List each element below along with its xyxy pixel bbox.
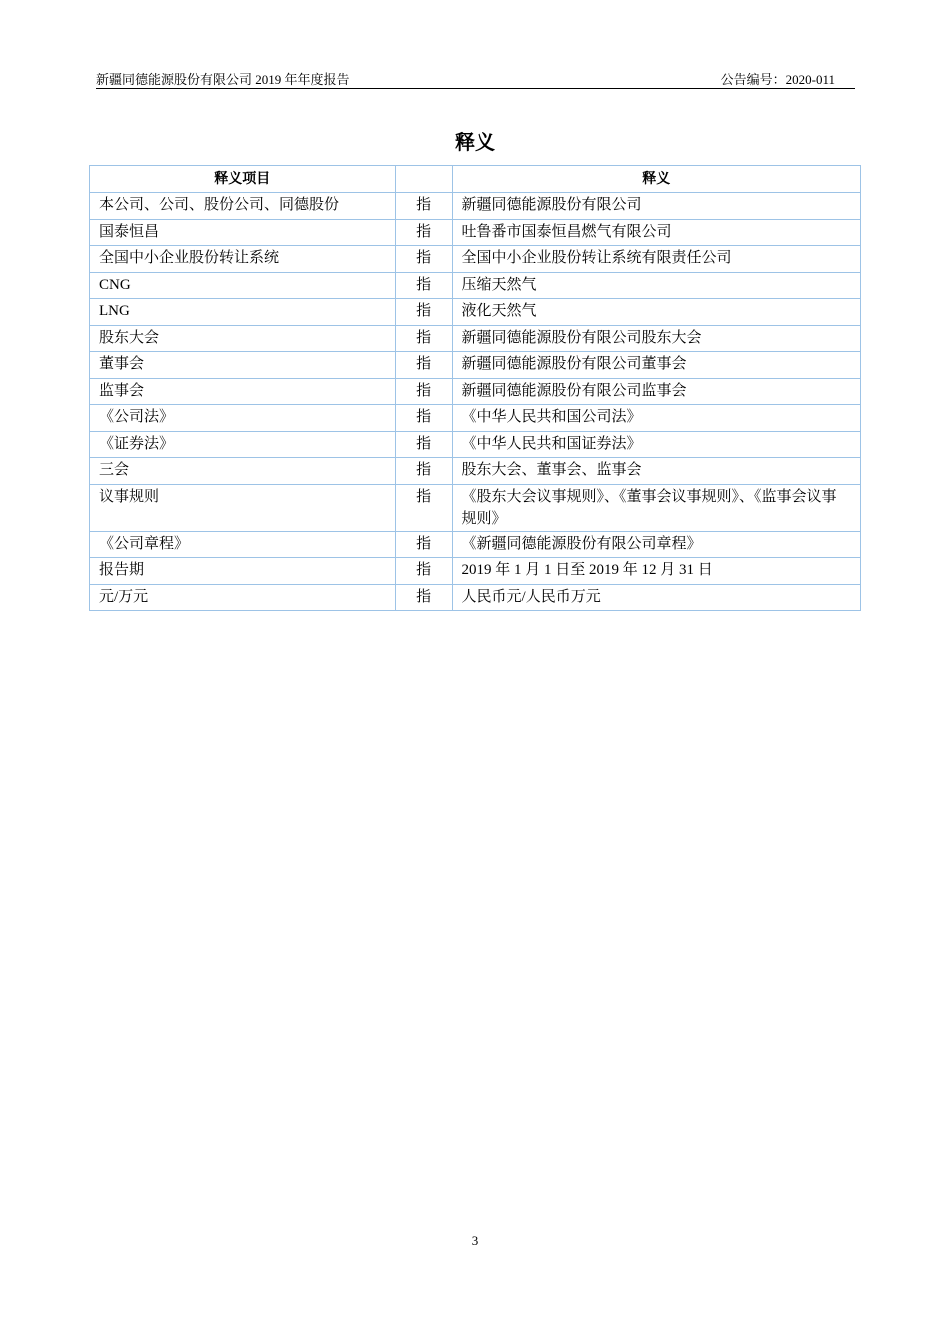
- header-report-title: 新疆同德能源股份有限公司 2019 年年度报告: [96, 72, 350, 87]
- term-cell: 股东大会: [90, 325, 396, 352]
- column-header-item: 释义项目: [90, 166, 396, 193]
- page-number: 3: [471, 1233, 479, 1248]
- definition-cell: 压缩天然气: [452, 272, 860, 299]
- table-row: [90, 246, 861, 273]
- term-cell: LNG: [90, 299, 396, 326]
- definition-cell: 新疆同德能源股份有限公司股东大会: [452, 325, 860, 352]
- definition-cell: 《新疆同德能源股份有限公司章程》: [452, 531, 860, 558]
- term-cell: 本公司、公司、股份公司、同德股份: [90, 193, 396, 220]
- ref-cell: 指: [395, 458, 452, 485]
- table-row: [90, 484, 861, 531]
- table-row: [90, 219, 861, 246]
- table-row: [90, 193, 861, 220]
- ref-cell: 指: [395, 299, 452, 326]
- ref-cell: 指: [395, 405, 452, 432]
- definition-cell: 全国中小企业股份转让系统有限责任公司: [452, 246, 860, 273]
- table-row: [90, 584, 861, 611]
- table-row: [90, 378, 861, 405]
- table-header-row: [90, 166, 861, 193]
- definition-cell: 液化天然气: [452, 299, 860, 326]
- term-cell: 元/万元: [90, 584, 396, 611]
- definition-cell: 吐鲁番市国泰恒昌燃气有限公司: [452, 219, 860, 246]
- term-cell: 董事会: [90, 352, 396, 379]
- table-row: [90, 352, 861, 379]
- table-row: [90, 405, 861, 432]
- definitions-table: [89, 165, 861, 611]
- ref-cell: 指: [395, 219, 452, 246]
- column-header-definition: 释义: [452, 166, 860, 193]
- ref-cell: 指: [395, 531, 452, 558]
- ref-cell: 指: [395, 246, 452, 273]
- definition-cell: 新疆同德能源股份有限公司: [452, 193, 860, 220]
- term-cell: 报告期: [90, 558, 396, 585]
- table-row: [90, 558, 861, 585]
- definition-cell: 《股东大会议事规则》、《董事会议事规则》、《监事会议事规则》: [452, 484, 860, 531]
- term-cell: 三会: [90, 458, 396, 485]
- term-cell: 议事规则: [90, 484, 396, 531]
- definition-cell: 人民币元/人民币万元: [452, 584, 860, 611]
- table-row: [90, 325, 861, 352]
- ref-cell: 指: [395, 352, 452, 379]
- ref-cell: 指: [395, 431, 452, 458]
- ref-cell: 指: [395, 272, 452, 299]
- ref-cell: 指: [395, 378, 452, 405]
- term-cell: 监事会: [90, 378, 396, 405]
- ref-cell: 指: [395, 558, 452, 585]
- definition-cell: 新疆同德能源股份有限公司董事会: [452, 352, 860, 379]
- term-cell: 全国中小企业股份转让系统: [90, 246, 396, 273]
- definition-cell: 2019 年 1 月 1 日至 2019 年 12 月 31 日: [452, 558, 860, 585]
- table-row: [90, 458, 861, 485]
- page-header: [96, 68, 855, 89]
- definition-cell: 《中华人民共和国公司法》: [452, 405, 860, 432]
- ref-cell: 指: [395, 325, 452, 352]
- term-cell: 《公司法》: [90, 405, 396, 432]
- ref-cell: 指: [395, 484, 452, 531]
- table-row: [90, 272, 861, 299]
- term-cell: 《公司章程》: [90, 531, 396, 558]
- page-title: 释义: [455, 130, 495, 154]
- table-row: [90, 431, 861, 458]
- term-cell: 国泰恒昌: [90, 219, 396, 246]
- term-cell: 《证券法》: [90, 431, 396, 458]
- ref-cell: 指: [395, 193, 452, 220]
- header-announcement-number: 公告编号：2020-011: [720, 72, 835, 87]
- column-header-ref: [395, 166, 452, 193]
- ref-cell: 指: [395, 584, 452, 611]
- table-row: [90, 299, 861, 326]
- term-cell: CNG: [90, 272, 396, 299]
- definition-cell: 《中华人民共和国证券法》: [452, 431, 860, 458]
- definition-cell: 股东大会、董事会、监事会: [452, 458, 860, 485]
- table-row: [90, 531, 861, 558]
- definition-cell: 新疆同德能源股份有限公司监事会: [452, 378, 860, 405]
